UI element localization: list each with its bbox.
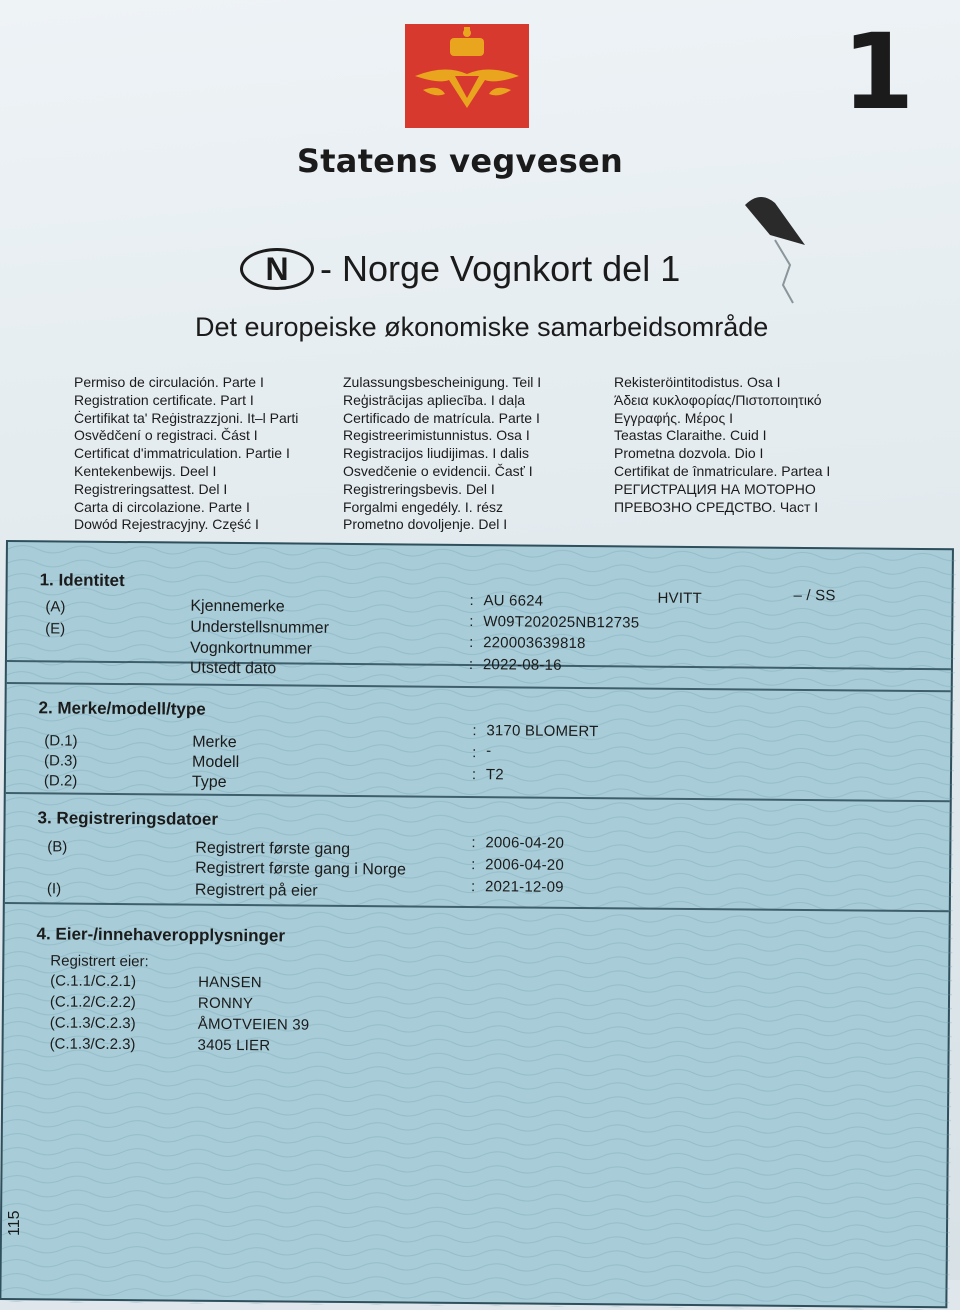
language-line: Registreringsbevis. Del I: [343, 480, 495, 497]
field-label: Modell: [191, 753, 240, 772]
make-value: 3170 BLOMERT: [486, 722, 599, 741]
language-line: Prometno dovoljenje. Del I: [343, 516, 508, 533]
owner-surname: HANSEN: [198, 973, 262, 992]
field-code: (C.1.1/C.2.1): [50, 972, 137, 991]
language-line: Teastas Claraithe. Cuid I: [614, 427, 767, 444]
section-identity: 1. Identitet (A) (E) Kjennemerke Understellsnummer Vognkortnummer : : : AU 6624 W09T202025NB12735 220003639818 HVITT – / SS: [7, 542, 952, 670]
language-line: ПРЕВОЗНО СРЕДСТВО. Част I: [614, 498, 819, 515]
language-line: Εγγραφής. Μέρος I: [614, 409, 733, 426]
section-title: 2. Merke/modell/type: [38, 698, 206, 719]
field-label: Merke: [192, 733, 237, 752]
section-make-model: 2. Merke/modell/type (D.1) (D.3) (D.2) Merke Modell Type : : : 3170 BLOMERT - T2: [6, 682, 951, 802]
field-label: Kjennemerke: [190, 597, 285, 616]
section-registration-dates: 3. Registreringsdatoer (B) (I) Registrert første gang Registrert første gang i Norge Registrert på eier : : : 2006-04-20 2006-04-20 2021-12-09: [5, 794, 950, 912]
field-code: (B): [47, 838, 68, 856]
section-owner: [1, 904, 948, 1310]
owner-firstname: RONNY: [197, 994, 254, 1013]
field-code: (I): [46, 880, 62, 898]
language-column-3: [614, 374, 830, 516]
certificate-number: 220003639818: [483, 634, 586, 653]
field-label: Vognkortnummer: [189, 639, 312, 658]
paper-tear: [735, 185, 815, 305]
language-line: Forgalmi engedély. I. rész: [343, 498, 504, 515]
field-label: Type: [191, 773, 227, 791]
page-number: 1: [842, 11, 915, 133]
field-code: (C.1.2/C.2.2): [49, 993, 136, 1012]
owner-registration-date: 2021-12-09: [484, 878, 564, 896]
field-label: Understellsnummer: [190, 618, 330, 637]
language-line: Ċertifikat ta' Reġistrazzjoni. It–l Parti: [74, 409, 299, 426]
field-code: (C.1.3/C.2.3): [49, 1014, 136, 1033]
side-serial-number: 115: [6, 1210, 23, 1236]
language-line: Registracijos liudijimas. I dalis: [343, 445, 529, 462]
language-line: Registreerimistunnistus. Osa I: [343, 427, 530, 444]
owner-address: ÅMOTVEIEN 39: [197, 1015, 310, 1034]
language-line: Reģistrācijas apliecība. I daļa: [343, 391, 526, 408]
subtitle: Det europeiske økonomiske samarbeidsområde: [195, 312, 769, 342]
country-code-oval: N: [240, 248, 314, 290]
language-line: Carta di circolazione. Parte I: [74, 498, 250, 515]
field-code: (E): [45, 620, 66, 638]
field-label: Registrert første gang: [195, 839, 351, 859]
language-line: Certificat d'immatriculation. Partie I: [74, 445, 290, 462]
field-code: (D.2): [43, 772, 78, 790]
section-title: 3. Registreringsdatoer: [37, 808, 219, 829]
language-line: Prometna dozvola. Dio I: [614, 445, 764, 462]
first-registration-date: 2006-04-20: [485, 834, 565, 852]
language-line: Dowód Rejestracyjny. Część I: [74, 516, 259, 533]
type-value: T2: [485, 766, 504, 784]
field-code: (C.1.3/C.2.3): [49, 1035, 136, 1054]
language-line: Osvědčení o registraci. Část I: [74, 427, 258, 444]
vin-number: W09T202025NB12735: [483, 613, 640, 632]
language-line: Registration certificate. Part I: [74, 391, 254, 408]
language-line: Osvedčenie o evidencii. Časť I: [343, 462, 533, 479]
field-label: Registrert på eier: [194, 881, 318, 900]
plate-number: AU 6624: [483, 592, 544, 610]
language-line: Certifikat de înmatriculare. Partea I: [614, 462, 831, 479]
owner-postal: 3405 LIER: [197, 1036, 271, 1055]
language-line: Zulassungsbescheinigung. Teil I: [343, 374, 542, 390]
language-line: РЕГИСТРАЦИЯ НА МОТОРНО: [614, 480, 816, 497]
first-registration-norway-date: 2006-04-20: [485, 856, 564, 874]
language-column-2: [343, 374, 541, 534]
language-line: Permiso de circulación. Parte I: [74, 374, 264, 390]
extra-code: – / SS: [793, 586, 836, 605]
document-title: [240, 248, 680, 290]
language-line: Certificado de matrícula. Parte I: [343, 409, 540, 426]
vehicle-color: HVITT: [657, 589, 702, 608]
language-line: Registreringsattest. Del I: [74, 480, 228, 497]
field-label: Registrert første gang i Norge: [195, 859, 406, 879]
model-value: -: [486, 742, 492, 760]
section-title: 1. Identitet: [39, 570, 125, 591]
owner-subheading: Registrert eier:: [50, 952, 149, 971]
agency-name: Statens vegvesen: [296, 142, 624, 180]
language-column-1: [74, 374, 298, 534]
language-line: Rekisteröintitodistus. Osa I: [614, 374, 781, 390]
section-title: 4. Eier-/innehaveropplysninger: [36, 924, 286, 946]
issue-date: 2022-08-16: [482, 656, 562, 674]
language-line: Άδεια κυκλοφορίας/Πιστοποιητικό: [614, 391, 822, 408]
field-label: Utstedt dato: [189, 659, 277, 678]
field-code: (D.1): [44, 732, 78, 750]
statens-vegvesen-logo: [405, 24, 529, 128]
registration-form: 1. Identitet (A) (E) Kjennemerke Understellsnummer Vognkortnummer : : : AU 6624 W09T202025NB12735 220003639818 HVITT – / SS Utstedt dato : 2022-08-16 2. Merke/modell/type (D.1) (D.3) (D.2) Merke Modell Type : : : 3170 BLOMERT - T2 3. Registreringsdatoer (B) (I) Registrert første gang Registrert første gang i Norge Registrert på eier : : : 2006-04-20 2006-04-20 2021-12-09 4. Eier-/innehaveropplysninger Registrert eier: (C.1.1/C.2.1) (C.1.2/C.2.2) (C.1.3/C.2.3) (C.1.3/C.2.3) HANSEN RONNY ÅMOTVEIEN 39 3405 LIER: [0, 540, 954, 1308]
field-code: (D.3): [44, 752, 78, 770]
field-code: (A): [45, 598, 66, 616]
title-text: - Norge Vognkort del 1: [320, 248, 681, 289]
language-line: Kentekenbewijs. Deel I: [74, 462, 217, 479]
